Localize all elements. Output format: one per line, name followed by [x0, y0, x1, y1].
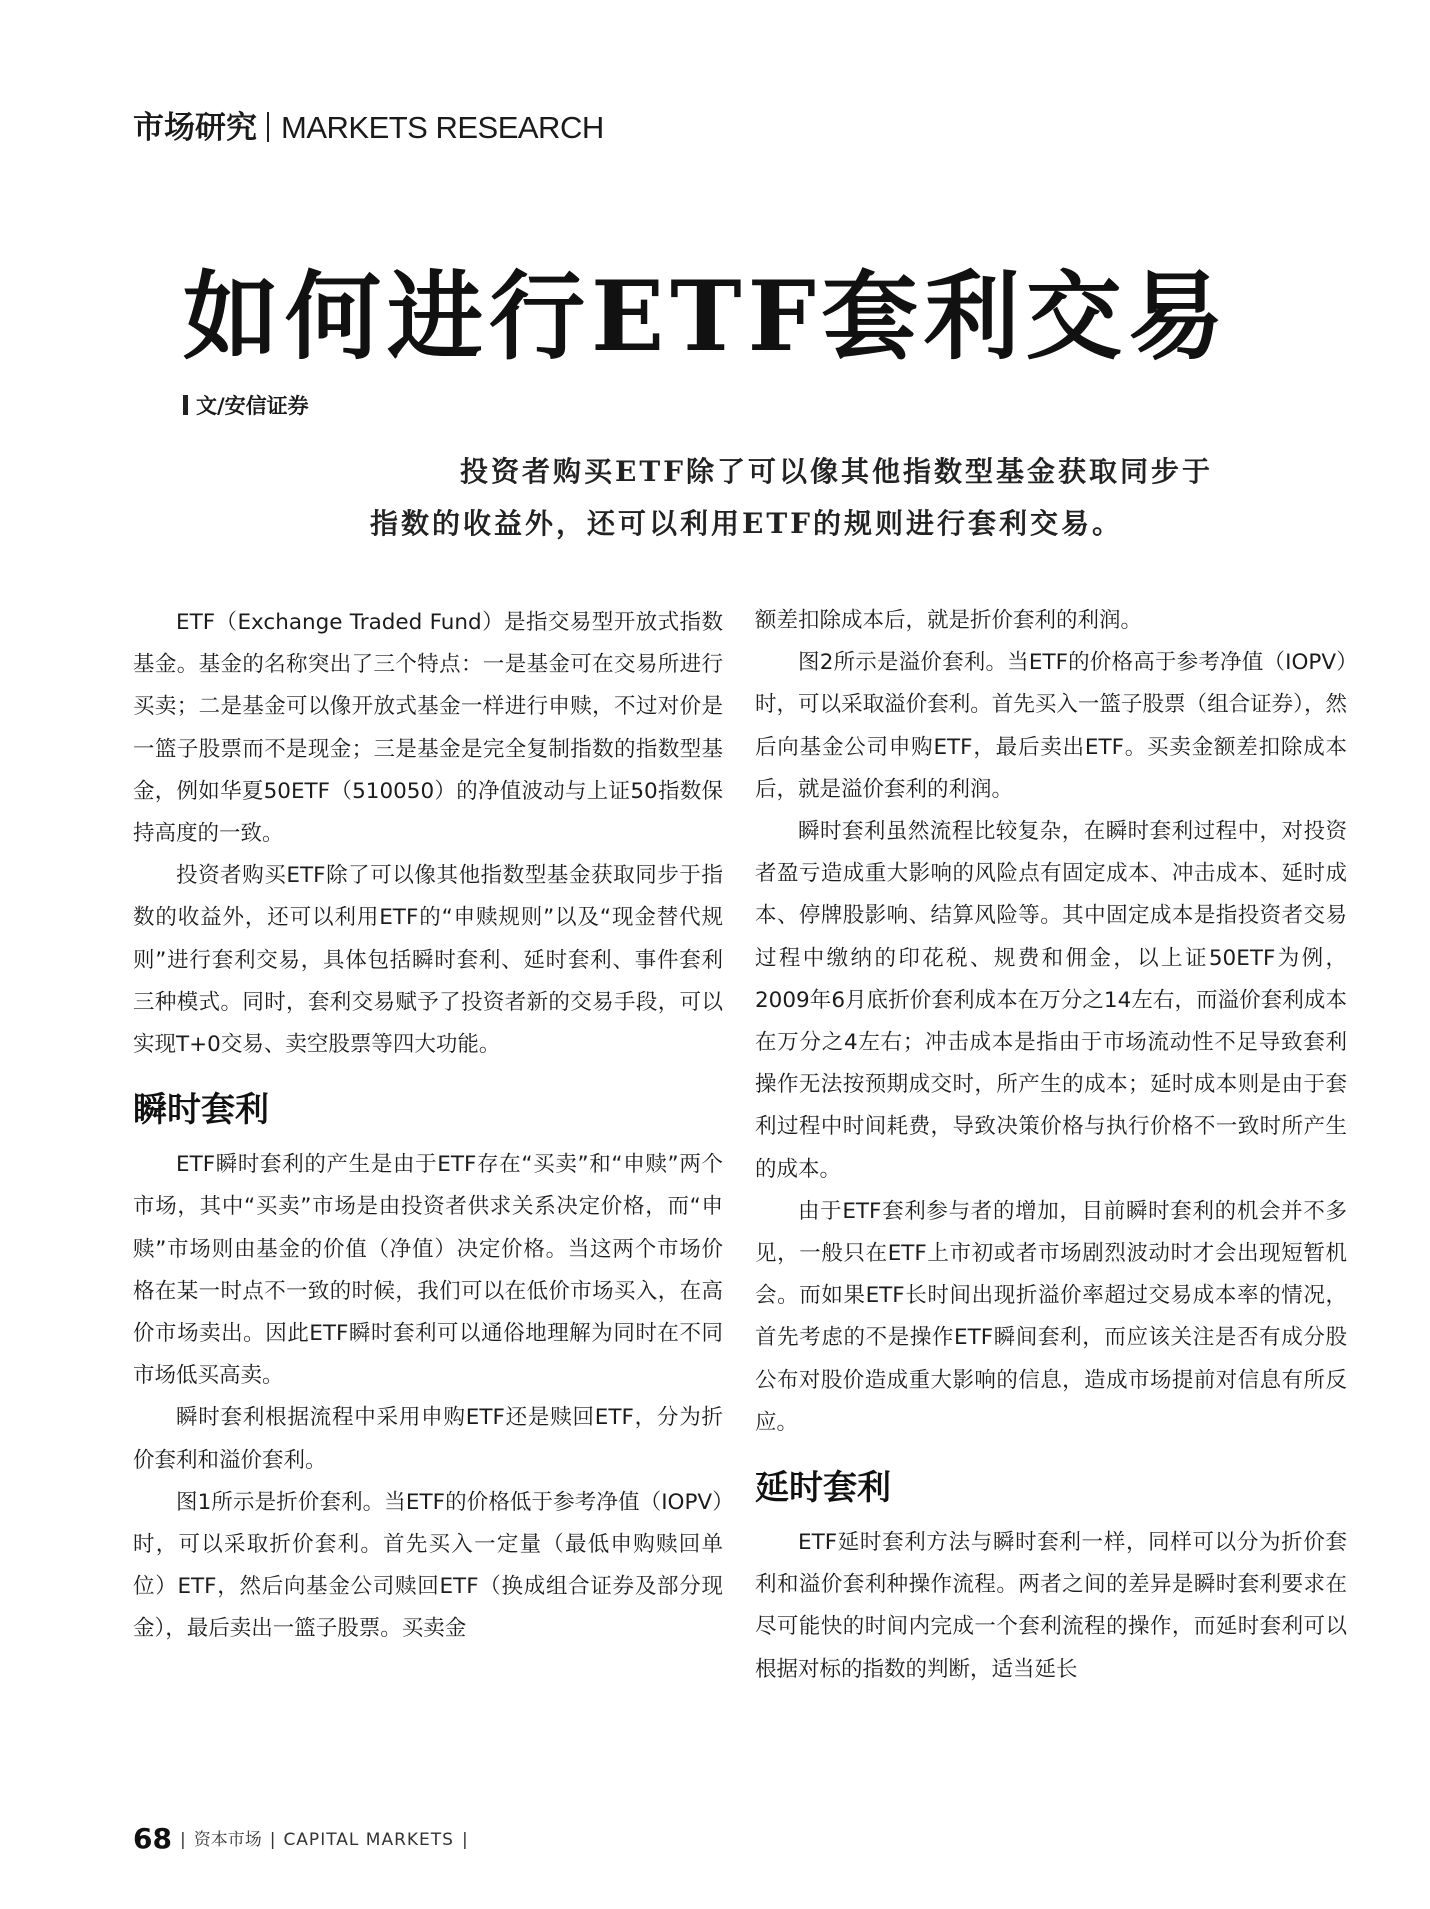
paragraph: ETF瞬时套利的产生是由于ETF存在“买卖”和“申赎”两个市场，其中“买卖”市场是由投资者供求关系决定价格，而“申赎”市场则由基金的价值（净值）决定价格。当这两个市场价格在某一时点不一致的时候，我们可以在低价市场买入，在高价市场卖出。因此ETF瞬时套利可以通俗地理解为同时在不同市场低买高卖。 — [133, 1152, 723, 1389]
paragraph: 由于ETF套利参与者的增加，目前瞬时套利的机会并不多见，一般只在ETF上市初或者市场剧烈波动时才会出现短暂机会。而如果ETF长时间出现折溢价率超过交易成本率的情况，首先考虑的不是操作ETF瞬间套利，而应该关注是否有成分股公布对股价造成重大影响的信息，造成市场提前对信息有所反应。 — [755, 1198, 1347, 1435]
lead-paragraph — [370, 446, 1270, 550]
footer-divider: | — [461, 1830, 468, 1850]
magazine-name-en: CAPITAL MARKETS — [283, 1830, 454, 1850]
footer-divider: | — [269, 1830, 276, 1850]
byline-bar — [183, 395, 188, 415]
section-heading: 延时套利 — [755, 1468, 891, 1509]
paragraph: 图2所示是溢价套利。当ETF的价格高于参考净值（IOPV）时，可以采取溢价套利。首先买入一篮子股票（组合证券），然后向基金公司申购ETF，最后卖出ETF。买卖金额差扣除成本后，就是溢价套利的利润。 — [755, 650, 1347, 802]
section-name-cn: 市场研究 — [133, 110, 257, 146]
section-name-en: MARKETS RESEARCH — [281, 110, 604, 145]
byline-text: 文/安信证券 — [196, 394, 309, 418]
section-heading: 瞬时套利 — [133, 1090, 269, 1131]
left-column — [133, 602, 723, 1651]
magazine-name-cn: 资本市场 — [193, 1830, 262, 1850]
right-column — [755, 600, 1347, 1691]
paragraph: ETF（Exchange Traded Fund）是指交易型开放式指数基金。基金的名称突出了三个特点：一是基金可在交易所进行买卖；二是基金可以像开放式基金一样进行申赎，不过对价是一篮子股票而不是现金；三是基金是完全复制指数的指数型基金，例如华夏50ETF（510050）的净值波动与上证50指数保持高度的一致。 — [133, 610, 723, 847]
paragraph: 额差扣除成本后，就是折价套利的利润。 — [755, 608, 1143, 633]
lead-line-2: 指数的收益外，还可以利用ETF的规则进行套利交易。 — [370, 507, 1124, 540]
paragraph: 图1所示是折价套利。当ETF的价格低于参考净值（IOPV）时，可以采取折价套利。首先买入一定量（最低申购赎回单位）ETF，然后向基金公司赎回ETF（换成组合证券及部分现金），最后卖出一篮子股票。买卖金 — [133, 1489, 723, 1642]
paragraph: 瞬时套利根据流程中采用申购ETF还是赎回ETF，分为折价套利和溢价套利。 — [133, 1405, 723, 1473]
paragraph: 瞬时套利虽然流程比较复杂，在瞬时套利过程中，对投资者盈亏造成重大影响的风险点有固定成本、冲击成本、延时成本、停牌股影响、结算风险等。其中固定成本是指投资者交易过程中缴纳的印花税、规费和佣金，以上证50ETF为例，2009年6月底折价套利成本在万分之14左右，而溢价套利成本在万分之4左右；冲击成本是指由于市场流动性不足导致套利操作无法按预期成交时，所产生的成本；延时成本则是由于套利过程中时间耗费，导致决策价格与执行价格不一致时所产生的成本。 — [755, 819, 1347, 1182]
byline — [183, 390, 309, 420]
paragraph: 投资者购买ETF除了可以像其他指数型基金获取同步于指数的收益外，还可以利用ETF的“申赎规则”以及“现金替代规则”进行套利交易，具体包括瞬时套利、延时套利、事件套利三种模式。同时，套利交易赋予了投资者新的交易手段，可以实现T+0交易、卖空股票等四大功能。 — [133, 863, 723, 1058]
footer-divider: | — [179, 1830, 186, 1850]
paragraph: ETF延时套利方法与瞬时套利一样，同样可以分为折价套利和溢价套利种操作流程。两者之间的差异是瞬时套利要求在尽可能快的时间内完成一个套利流程的操作，而延时套利可以根据对标的指数的判断，适当延长 — [755, 1530, 1347, 1682]
page-footer — [133, 1822, 476, 1855]
header-divider — [267, 112, 269, 142]
section-header — [133, 108, 604, 148]
lead-line-1: 投资者购买ETF除了可以像其他指数型基金获取同步于 — [460, 455, 1214, 488]
page-number: 68 — [133, 1822, 172, 1855]
article-title: 如何进行ETF套利交易 — [183, 260, 1230, 373]
